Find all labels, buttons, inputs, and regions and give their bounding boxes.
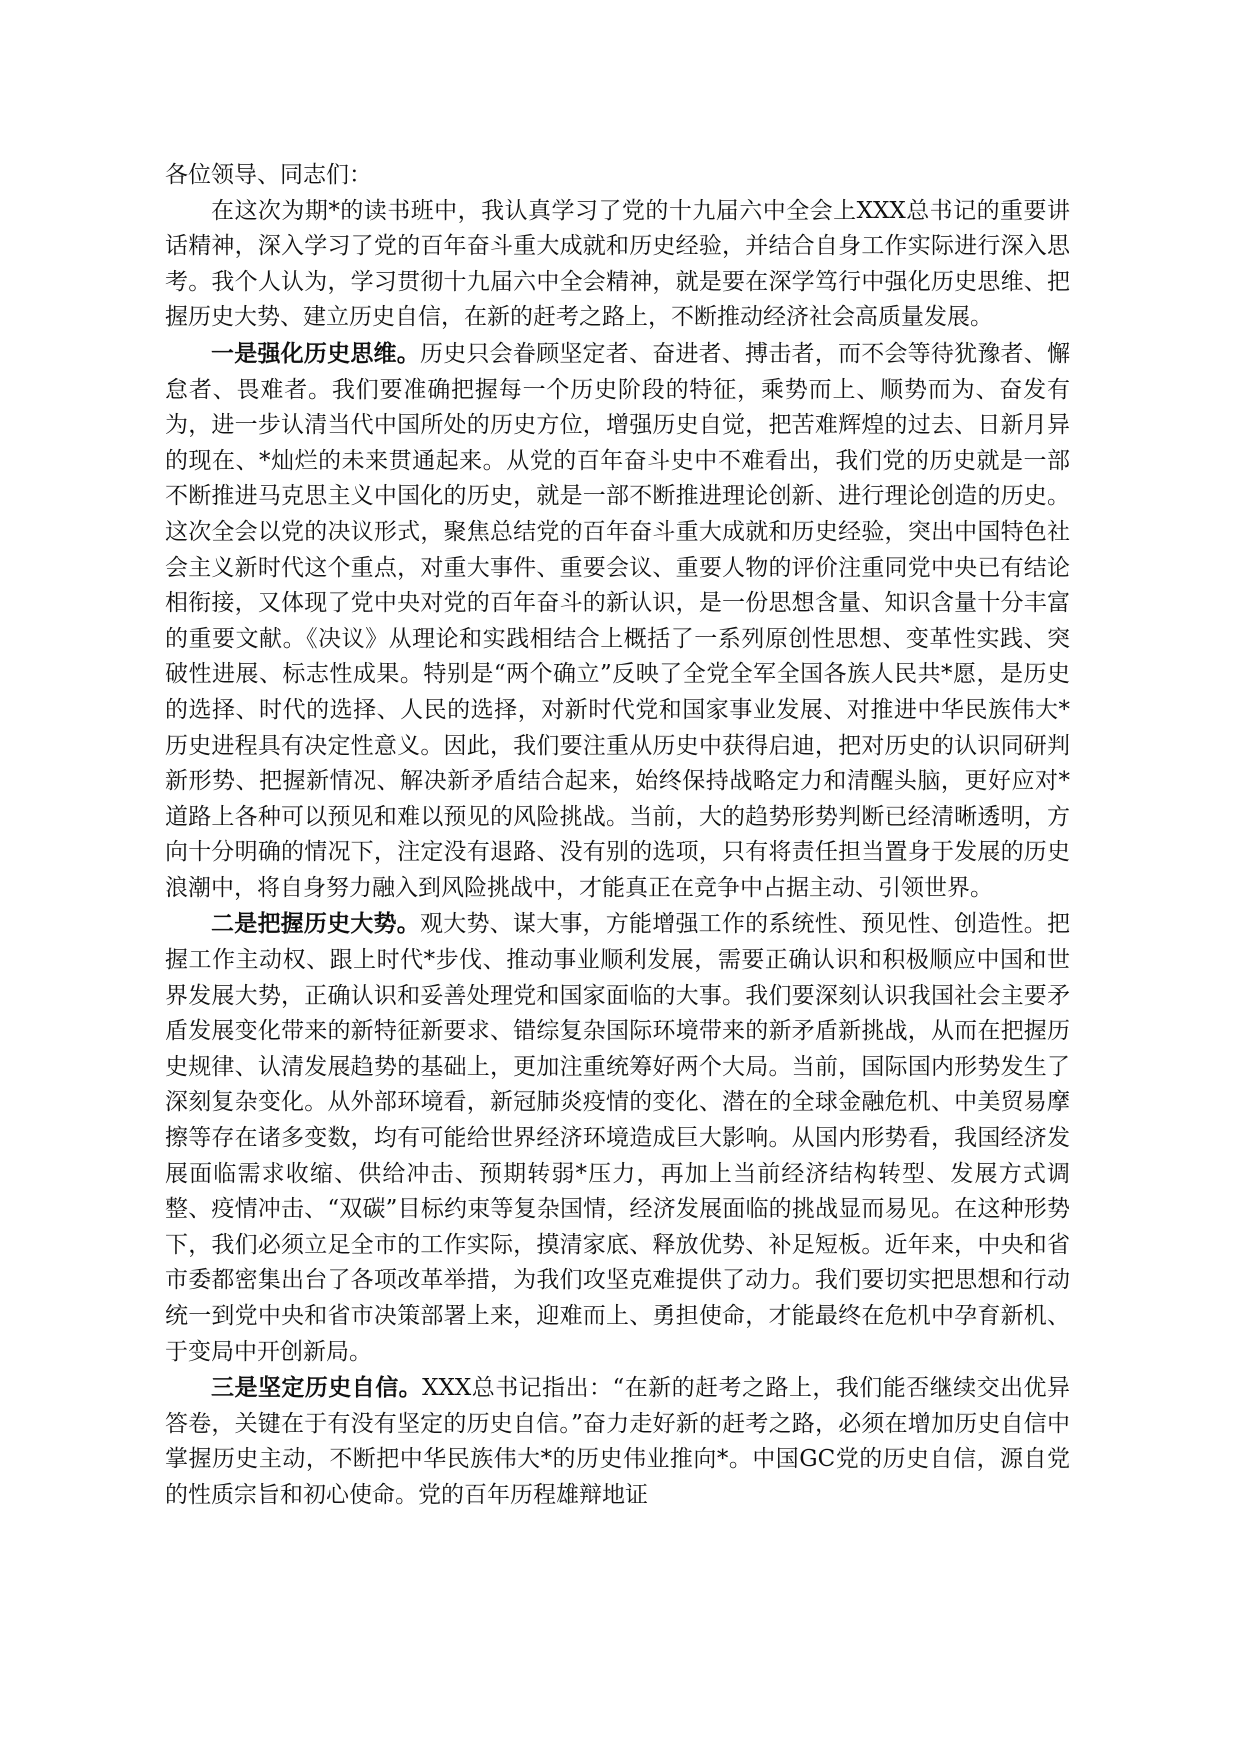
section-heading-2: 二是把握历史大势。 <box>211 910 420 938</box>
section-body-2: 观大势、谋大事，方能增强工作的系统性、预见性、创造性。把握工作主动权、跟上时代*步伐、推动事业顺利发展，需要正确认识和积极顺应中国和世界发展大势，正确认识和妥善处理党和国家面临的大事。我们要深刻认识我国社会主要矛盾发展变化带来的新特征新要求、错综复杂国际环境带来的新矛盾新挑战，从而在把握历史规律、认清发展趋势的基础上，更加注重统筹好两个大局。当前，国际国内形势发生了深刻复杂变化。从外部环境看，新冠肺炎疫情的变化、潜在的全球金融危机、中美贸易摩擦等存在诸多变数，均有可能给世界经济环境造成巨大影响。从国内形势看，我国经济发展面临需求收缩、供给冲击、预期转弱*压力，再加上当前经济结构转型、发展方式调整、疫情冲击、“双碳”目标约束等复杂国情，经济发展面临的挑战显而易见。在这种形势下，我们必须立足全市的工作实际，摸清家底、释放优势、补足短板。近年来，中央和省市委都密集出台了各项改革举措，为我们攻坚克难提供了动力。我们要切实把思想和行动统一到党中央和省市决策部署上来，迎难而上、勇担使命，才能最终在危机中孕育新机、于变局中开创新局。 <box>165 911 1071 1365</box>
section-heading-1: 一是强化历史思维。 <box>211 339 420 367</box>
section-paragraph-2 <box>165 906 1070 1370</box>
salutation: 各位领导、同志们： <box>165 162 372 188</box>
intro-paragraph: 在这次为期*的读书班中，我认真学习了党的十九届六中全会上XXX总书记的重要讲话精神，深入学习了党的百年奋斗重大成就和历史经验，并结合自身工作实际进行深入思考。我个人认为，学习贯彻十九届六中全会精神，就是要在深学笃行中强化历史思维、把握历史大势、建立历史自信，在新的赶考之路上，不断推动经济社会高质量发展。 <box>165 197 1070 331</box>
section-heading-3: 三是坚定历史自信。 <box>211 1374 423 1402</box>
section-body-1: 历史只会眷顾坚定者、奋进者、搏击者，而不会等待犹豫者、懈怠者、畏难者。我们要准确把握每一个历史阶段的特征，乘势而上、顺势而为、奋发有为，进一步认清当代中国所处的历史方位，增强历史自觉，把苦难辉煌的过去、日新月异的现在、*灿烂的未来贯通起来。从党的百年奋斗史中不难看出，我们党的历史就是一部不断推进马克思主义中国化的历史，就是一部不断推进理论创新、进行理论创造的历史。这次全会以党的决议形式，聚焦总结党的百年奋斗重大成就和历史经验，突出中国特色社会主义新时代这个重点，对重大事件、重要会议、重要人物的评价注重同党中央已有结论相衔接，又体现了党中央对党的百年奋斗的新认识，是一份思想含量、知识含量十分丰富的重要文献。《决议》从理论和实践相结合上概括了一系列原创性思想、变革性实践、突破性进展、标志性成果。特别是“两个确立”反映了全党全军全国各族人民共*愿，是历史的选择、时代的选择、人民的选择，对新时代党和国家事业发展、对推进中华民族伟大*历史进程具有决定性意义。因此，我们要注重从历史中获得启迪，把对历史的认识同研判新形势、把握新情况、解决新矛盾结合起来，始终保持战略定力和清醒头脑，更好应对*道路上各种可以预见和难以预见的风险挑战。当前，大的趋势形势判断已经清晰透明，方向十分明确的情况下，注定没有退路、没有别的选项，只有将责任担当置身于发展的历史浪潮中，将自身努力融入到风险挑战中，才能真正在竞争中占据主动、引领世界。 <box>165 340 1071 901</box>
section-paragraph-1 <box>165 336 1070 907</box>
section-paragraph-3 <box>165 1370 1070 1513</box>
section-body-3: XXX总书记指出：“在新的赶考之路上，我们能否继续交出优异答卷，关键在于有没有坚定的历史自信。”奋力走好新的赶考之路，必须在增加历史自信中掌握历史主动，不断把中华民族伟大*的历史伟业推向*。中国GC党的历史自信，源自党的性质宗旨和初心使命。党的百年历程雄辩地证 <box>165 1375 1071 1508</box>
document-body <box>165 158 1070 1514</box>
